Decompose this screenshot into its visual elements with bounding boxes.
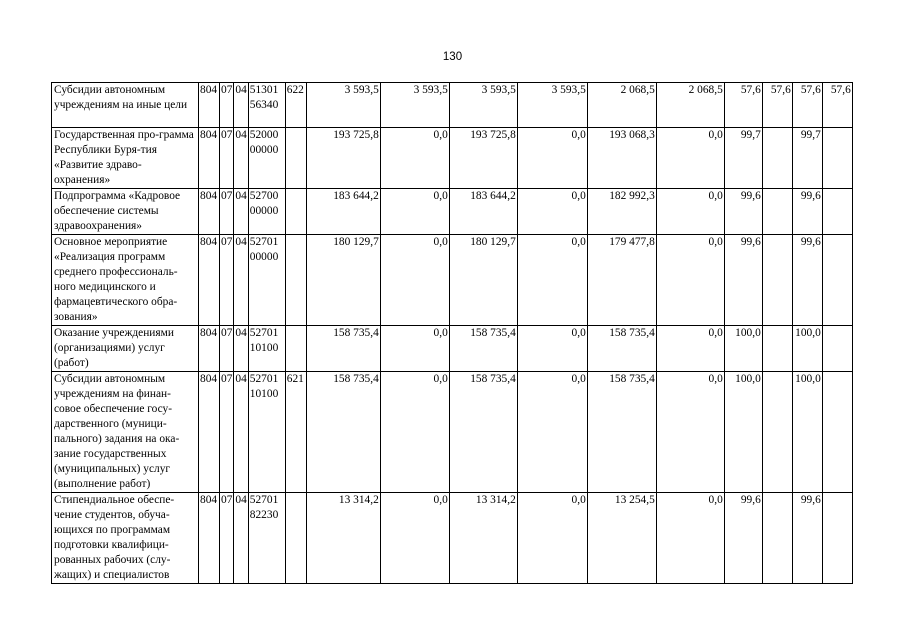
value-cell: 0,0	[517, 189, 587, 235]
target-item-code: 52701 82230	[248, 493, 285, 584]
value-cell: 0,0	[380, 493, 449, 584]
value-cell: 57,6	[792, 83, 822, 128]
subsection-code: 04	[234, 326, 248, 372]
target-item-code: 52701 10100	[248, 326, 285, 372]
value-cell: 0,0	[380, 128, 449, 189]
table-row	[52, 372, 853, 493]
value-cell: 100,0	[724, 326, 762, 372]
row-name: Субсидии автономным учреждениям на иные цели	[52, 83, 199, 128]
value-cell: 193 068,3	[587, 128, 656, 189]
value-cell: 100,0	[724, 372, 762, 493]
value-cell: 0,0	[656, 128, 724, 189]
value-cell: 158 735,4	[587, 326, 656, 372]
value-cell: 99,6	[792, 493, 822, 584]
ved-code: 804	[199, 326, 220, 372]
ved-code: 804	[199, 189, 220, 235]
value-cell: 158 735,4	[449, 372, 517, 493]
value-cell: 3 593,5	[380, 83, 449, 128]
value-cell: 0,0	[517, 235, 587, 326]
value-cell: 180 129,7	[306, 235, 380, 326]
target-item-code: 52701 00000	[248, 235, 285, 326]
row-name: Государственная про-грамма Республики Буря-тия «Развитие здраво-охранения»	[52, 128, 199, 189]
expense-type-code	[285, 493, 306, 584]
expense-type-code	[285, 326, 306, 372]
value-cell: 158 735,4	[449, 326, 517, 372]
value-cell: 158 735,4	[306, 372, 380, 493]
value-cell: 193 725,8	[449, 128, 517, 189]
value-cell: 100,0	[792, 372, 822, 493]
value-cell	[822, 493, 852, 584]
value-cell: 0,0	[517, 372, 587, 493]
subsection-code: 04	[234, 372, 248, 493]
value-cell: 180 129,7	[449, 235, 517, 326]
section-code: 07	[220, 493, 234, 584]
value-cell: 57,6	[724, 83, 762, 128]
value-cell: 99,6	[724, 493, 762, 584]
value-cell	[762, 372, 792, 493]
value-cell: 179 477,8	[587, 235, 656, 326]
value-cell: 182 992,3	[587, 189, 656, 235]
table-row	[52, 128, 853, 189]
ved-code: 804	[199, 372, 220, 493]
value-cell: 183 644,2	[306, 189, 380, 235]
value-cell	[762, 326, 792, 372]
expense-type-code	[285, 189, 306, 235]
section-code: 07	[220, 372, 234, 493]
budget-table	[51, 82, 853, 584]
value-cell: 99,6	[792, 189, 822, 235]
target-item-code: 52700 00000	[248, 189, 285, 235]
value-cell: 0,0	[380, 235, 449, 326]
value-cell: 100,0	[792, 326, 822, 372]
target-item-code: 51301 56340	[248, 83, 285, 128]
subsection-code: 04	[234, 83, 248, 128]
ved-code: 804	[199, 128, 220, 189]
value-cell: 158 735,4	[306, 326, 380, 372]
value-cell	[762, 493, 792, 584]
value-cell: 0,0	[517, 128, 587, 189]
section-code: 07	[220, 326, 234, 372]
row-name: Подпрограмма «Кадровое обеспечение системы здравоохранения»	[52, 189, 199, 235]
value-cell: 13 314,2	[449, 493, 517, 584]
value-cell: 99,6	[792, 235, 822, 326]
subsection-code: 04	[234, 189, 248, 235]
value-cell	[762, 235, 792, 326]
value-cell	[822, 235, 852, 326]
value-cell	[762, 189, 792, 235]
value-cell: 0,0	[656, 372, 724, 493]
value-cell	[822, 372, 852, 493]
value-cell: 3 593,5	[517, 83, 587, 128]
subsection-code: 04	[234, 235, 248, 326]
value-cell: 0,0	[656, 189, 724, 235]
value-cell: 3 593,5	[449, 83, 517, 128]
value-cell: 0,0	[656, 493, 724, 584]
value-cell: 0,0	[656, 235, 724, 326]
value-cell: 0,0	[656, 326, 724, 372]
ved-code: 804	[199, 235, 220, 326]
subsection-code: 04	[234, 493, 248, 584]
section-code: 07	[220, 128, 234, 189]
expense-type-code	[285, 128, 306, 189]
subsection-code: 04	[234, 128, 248, 189]
value-cell: 99,6	[724, 235, 762, 326]
value-cell: 2 068,5	[656, 83, 724, 128]
value-cell	[762, 128, 792, 189]
value-cell: 0,0	[380, 326, 449, 372]
expense-type-code: 621	[285, 372, 306, 493]
expense-type-code: 622	[285, 83, 306, 128]
value-cell: 158 735,4	[587, 372, 656, 493]
table-row	[52, 493, 853, 584]
value-cell: 57,6	[822, 83, 852, 128]
row-name: Субсидии автономным учреждениям на финан-совое обеспечение госу-дарственного (муници-пального) задания на ока-зание государственных (муниципальных) услуг (выполнение работ)	[52, 372, 199, 493]
table-row	[52, 189, 853, 235]
target-item-code: 52000 00000	[248, 128, 285, 189]
table-row	[52, 326, 853, 372]
value-cell: 0,0	[380, 189, 449, 235]
row-name: Оказание учреждениями (организациями) услуг (работ)	[52, 326, 199, 372]
ved-code: 804	[199, 83, 220, 128]
section-code: 07	[220, 83, 234, 128]
section-code: 07	[220, 235, 234, 326]
value-cell: 183 644,2	[449, 189, 517, 235]
value-cell: 13 314,2	[306, 493, 380, 584]
value-cell	[822, 326, 852, 372]
value-cell: 57,6	[762, 83, 792, 128]
value-cell: 0,0	[380, 372, 449, 493]
value-cell: 99,7	[724, 128, 762, 189]
table-row	[52, 235, 853, 326]
table-row	[52, 83, 853, 128]
value-cell	[822, 189, 852, 235]
value-cell: 0,0	[517, 493, 587, 584]
value-cell	[822, 128, 852, 189]
ved-code: 804	[199, 493, 220, 584]
value-cell: 0,0	[517, 326, 587, 372]
row-name: Основное мероприятие «Реализация программ среднего профессиональ-ного медицинского и фармацевтического обра-зования»	[52, 235, 199, 326]
value-cell: 3 593,5	[306, 83, 380, 128]
page-number: 130	[442, 51, 463, 63]
value-cell: 2 068,5	[587, 83, 656, 128]
value-cell: 99,6	[724, 189, 762, 235]
section-code: 07	[220, 189, 234, 235]
value-cell: 193 725,8	[306, 128, 380, 189]
value-cell: 13 254,5	[587, 493, 656, 584]
value-cell: 99,7	[792, 128, 822, 189]
expense-type-code	[285, 235, 306, 326]
target-item-code: 52701 10100	[248, 372, 285, 493]
row-name: Стипендиальное обеспе-чение студентов, обуча-ющихся по программам подготовки квалифици-рованных рабочих (слу-жащих) и специалистов	[52, 493, 199, 584]
